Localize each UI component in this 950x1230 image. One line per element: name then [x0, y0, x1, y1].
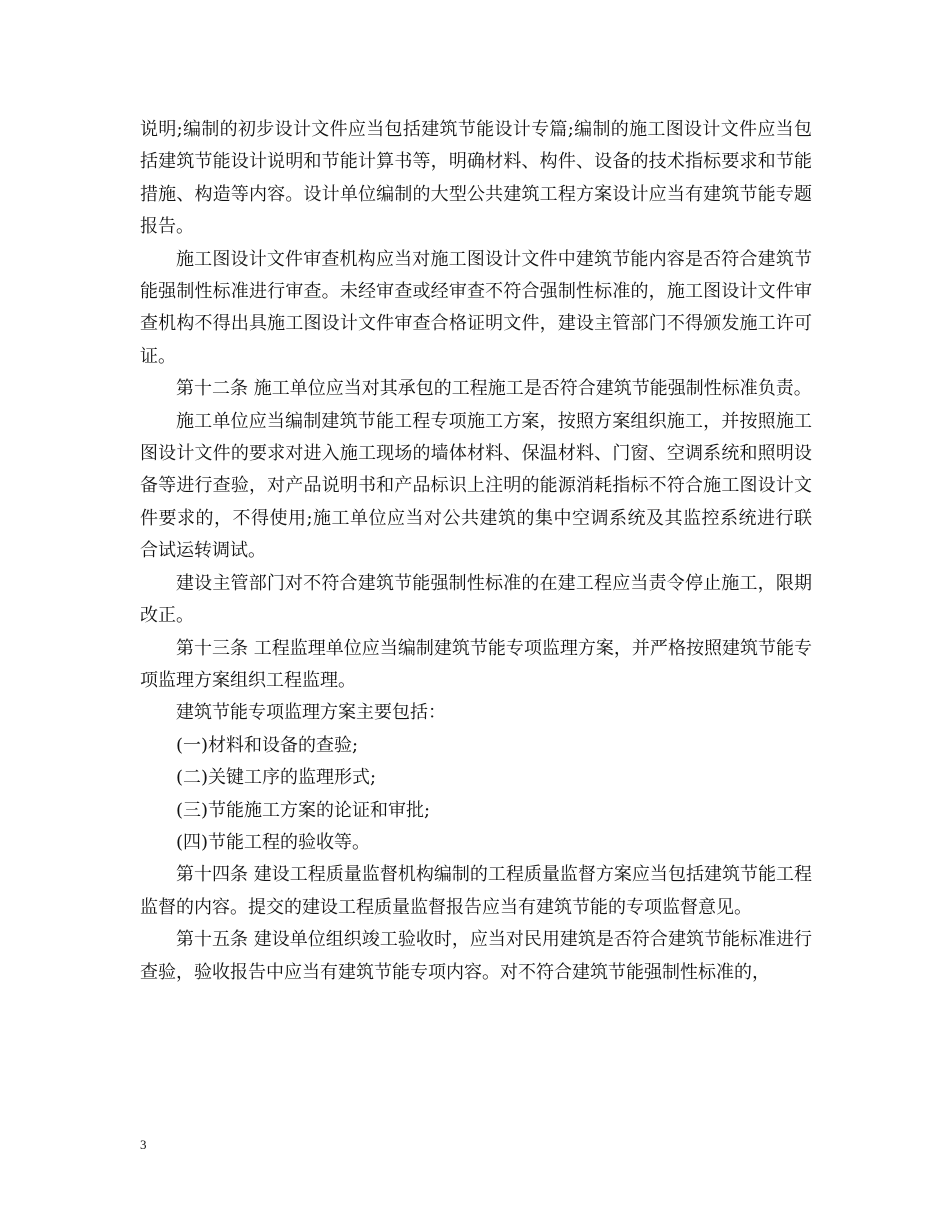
- paragraph-article-13: 第十三条 工程监理单位应当编制建筑节能专项监理方案，并严格按照建筑节能专项监理方案组织工程监理。: [140, 637, 812, 691]
- paragraph-construction-plan: 施工单位应当编制建筑节能工程专项施工方案，按照方案组织施工，并按照施工图设计文件的要求对进入施工现场的墙体材料、保温材料、门窗、空调系统和照明设备等进行查验，对产品说明书和产品标识上注明的能源消耗指标不符合施工图设计文件要求的，不得使用;施工单位应当对公共建筑的集中空调系统及其监控系统进行联合试运转调试。: [140, 410, 812, 562]
- list-item-3: (三)节能施工方案的论证和审批;: [176, 799, 431, 821]
- paragraph-supervision-plan-intro: 建筑节能专项监理方案主要包括：: [176, 702, 446, 724]
- list-item-1: (一)材料和设备的查验;: [176, 734, 359, 756]
- page-number: 3: [140, 1137, 147, 1152]
- list-item-2: (二)关键工序的监理形式;: [176, 767, 377, 789]
- list-item-4: (四)节能工程的验收等。: [176, 831, 371, 853]
- paragraph-article-12: 第十二条 施工单位应当对其承包的工程施工是否符合建筑节能强制性标准负责。: [176, 378, 812, 400]
- document-body: [140, 114, 812, 989]
- paragraph-article-14: 第十四条 建设工程质量监督机构编制的工程质量监督方案应当包括建筑节能工程监督的内容。提交的建设工程质量监督报告应当有建筑节能的专项监督意见。: [140, 864, 812, 918]
- paragraph-design-documents: 说明;编制的初步设计文件应当包括建筑节能设计专篇;编制的施工图设计文件应当包括建筑节能设计说明和节能计算书等，明确材料、构件、设备的技术指标要求和节能措施、构造等内容。设计单位编制的大型公共建筑工程方案设计应当有建筑节能专题报告。: [140, 119, 812, 238]
- paragraph-stop-construction: 建设主管部门对不符合建筑节能强制性标准的在建工程应当责令停止施工，限期改正。: [140, 572, 812, 627]
- paragraph-drawing-review: 施工图设计文件审查机构应当对施工图设计文件中建筑节能内容是否符合建筑节能强制性标准进行审查。未经审查或经审查不符合强制性标准的，施工图设计文件审查机构不得出具施工图设计文件审查合格证明文件，建设主管部门不得颁发施工许可证。: [140, 248, 812, 367]
- paragraph-article-15: 第十五条 建设单位组织竣工验收时，应当对民用建筑是否符合建筑节能标准进行查验，验收报告中应当有建筑节能专项内容。对不符合建筑节能强制性标准的，: [140, 929, 812, 983]
